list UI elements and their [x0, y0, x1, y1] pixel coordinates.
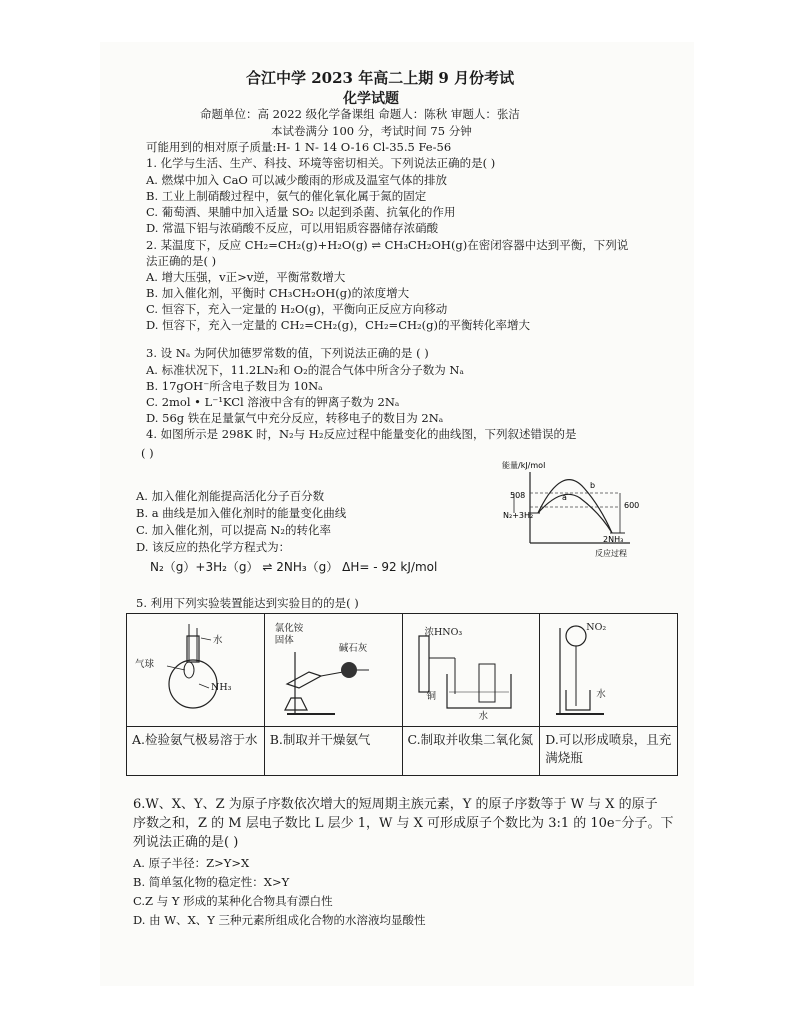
q6-option-d: D. 由 W、X、Y 三种元素所组成化合物的水溶液均显酸性 — [133, 913, 426, 927]
chart-xlabel: 反应过程 — [595, 549, 627, 558]
exam-title: 合江中学 2023 年高二上期 9 月份考试 — [246, 69, 515, 87]
q4-stem-cont: ( ) — [141, 446, 154, 460]
q2-option-a: A. 增大压强，v正>v逆，平衡常数增大 — [146, 270, 346, 284]
q4-option-b: B. a 曲线是加入催化剂时的能量变化曲线 — [136, 506, 347, 520]
fig-b-solid: 固体 — [274, 635, 294, 646]
author-line: 命题单位：高 2022 级化学备课组 命题人：陈秋 审题人：张洁 — [200, 107, 520, 121]
fig-c-conc-nitric-acid: 浓HNO₃ — [424, 627, 463, 638]
fig-d-no2: NO₂ — [586, 622, 607, 633]
q4-option-d: D. 该反应的热化学方程式为： — [136, 540, 291, 554]
q6-option-a: A. 原子半径：Z>Y>X — [133, 856, 250, 870]
chart-ylabel: 能量/kJ/mol — [502, 461, 546, 470]
fig-b-soda-lime: 碱石灰 — [338, 643, 368, 654]
q5-figure-a — [127, 614, 265, 727]
product-label: 2NH₃ — [603, 535, 624, 544]
fig-c-copper: 铜 — [426, 691, 437, 702]
curve-b-label: b — [590, 481, 596, 490]
q5-option-a: A.检验氨气极易溶于水 — [127, 727, 265, 776]
energy-diagram — [500, 458, 650, 560]
q1-option-c: C. 葡萄酒、果脯中加入适量 SO₂ 以起到杀菌、抗氧化的作用 — [146, 205, 456, 219]
q3-option-b: B. 17gOH⁻所含电子数目为 10Nₐ — [146, 379, 323, 393]
fig-a-balloon: 气球 — [135, 659, 155, 670]
q4-option-a: A. 加入催化剂能提高活化分子百分数 — [136, 489, 325, 503]
curve-a — [538, 494, 612, 533]
q5-apparatus-table — [126, 613, 678, 776]
q2-stem-cont: 法正确的是( ) — [146, 254, 217, 268]
q5-figure-c — [402, 614, 540, 727]
q2-option-d: D. 恒容下，充入一定量的 CH₂=CH₂(g)，CH₂=CH₂(g)的平衡转化率增大 — [146, 318, 530, 332]
fountain-setup-figure — [540, 614, 676, 726]
q6-stem-cont: 序数之和，Z 的 M 层电子数比 L 层少 1，W 与 X 可形成原子个数比为 3:1 的 10e⁻分子。下 — [133, 816, 674, 831]
q6-stem-cont2: 列说法正确的是( ) — [133, 835, 239, 850]
atomic-mass-line: 可能用到的相对原子质量:H- 1 N- 14 O-16 Cl-35.5 Fe-56 — [146, 140, 452, 154]
flask-balloon-figure — [127, 614, 263, 726]
curve-a-label: a — [562, 493, 567, 502]
nitric-acid-setup-figure — [403, 614, 539, 726]
q4-option-c: C. 加入催化剂，可以提高 N₂的转化率 — [136, 523, 332, 537]
q4-stem: 4. 如图所示是 298K 时，N₂与 H₂反应过程中能量变化的曲线图，下列叙述错误的是 — [146, 427, 577, 441]
score-line: 本试卷满分 100 分，考试时间 75 分钟 — [271, 124, 472, 138]
q3-option-a: A. 标准状况下，11.2LN₂和 O₂的混合气体中所含分子数为 Nₐ — [146, 363, 464, 377]
q6-option-c: C.Z 与 Y 形成的某种化合物具有漂白性 — [133, 894, 333, 908]
q2-stem: 2. 某温度下，反应 CH₂=CH₂(g)+H₂O(g) ⇌ CH₃CH₂OH(g)在密闭容器中达到平衡，下列说 — [146, 238, 629, 252]
q1-option-b: B. 工业上制硝酸过程中，氨气的催化氧化属于氮的固定 — [146, 189, 427, 203]
q2-option-b: B. 加入催化剂，平衡时 CH₃CH₂OH(g)的浓度增大 — [146, 286, 410, 300]
fig-a-water: 水 — [213, 635, 223, 646]
q5-figure-d — [540, 614, 678, 727]
q5-figure-b — [264, 614, 402, 727]
value-508: 508 — [510, 491, 526, 500]
curve-b — [538, 480, 612, 533]
q3-option-c: C. 2mol • L⁻¹KCl 溶液中含有的钾离子数为 2Nₐ — [146, 395, 400, 409]
fig-c-water: 水 — [478, 711, 489, 722]
fig-d-water: 水 — [596, 689, 606, 700]
fig-b-ammonium-chloride: 氯化铵 — [274, 623, 304, 634]
value-600: 600 — [624, 501, 640, 510]
q5-stem: 5. 利用下列实验装置能达到实验目的的是( ) — [136, 596, 359, 610]
reactant-label: N₂+3H₂ — [503, 511, 534, 520]
q1-option-a: A. 燃煤中加入 CaO 可以减少酸雨的形成及温室气体的排放 — [146, 173, 448, 187]
fig-a-nh3: NH₃ — [211, 682, 232, 693]
q1-stem: 1. 化学与生活、生产、科技、环境等密切相关。下列说法正确的是( ) — [146, 156, 496, 170]
q1-option-d: D. 常温下铝与浓硝酸不反应，可以用铝质容器储存浓硝酸 — [146, 221, 439, 235]
q4-equation: N₂（g）+3H₂（g） ⇌ 2NH₃（g） ΔH= - 92 kJ/mol — [150, 560, 438, 574]
q3-stem: 3. 设 Nₐ 为阿伏加德罗常数的值，下列说法正确的是 ( ) — [146, 346, 429, 360]
q6-stem: 6.W、X、Y、Z 为原子序数依次增大的短周期主族元素，Y 的原子序数等于 W 与 X 的原子 — [133, 797, 658, 812]
q5-option-d: D.可以形成喷泉，且充满烧瓶 — [540, 727, 678, 776]
q5-option-b: B.制取并干燥氨气 — [264, 727, 402, 776]
subject-title: 化学试题 — [343, 91, 399, 107]
q3-option-d: D. 56g 铁在足量氯气中充分反应，转移电子的数目为 2Nₐ — [146, 411, 444, 425]
q2-option-c: C. 恒容下，充入一定量的 H₂O(g)，平衡向正反应方向移动 — [146, 302, 448, 316]
q6-option-b: B. 简单氢化物的稳定性：X>Y — [133, 875, 290, 889]
q5-option-c: C.制取并收集二氧化氮 — [402, 727, 540, 776]
